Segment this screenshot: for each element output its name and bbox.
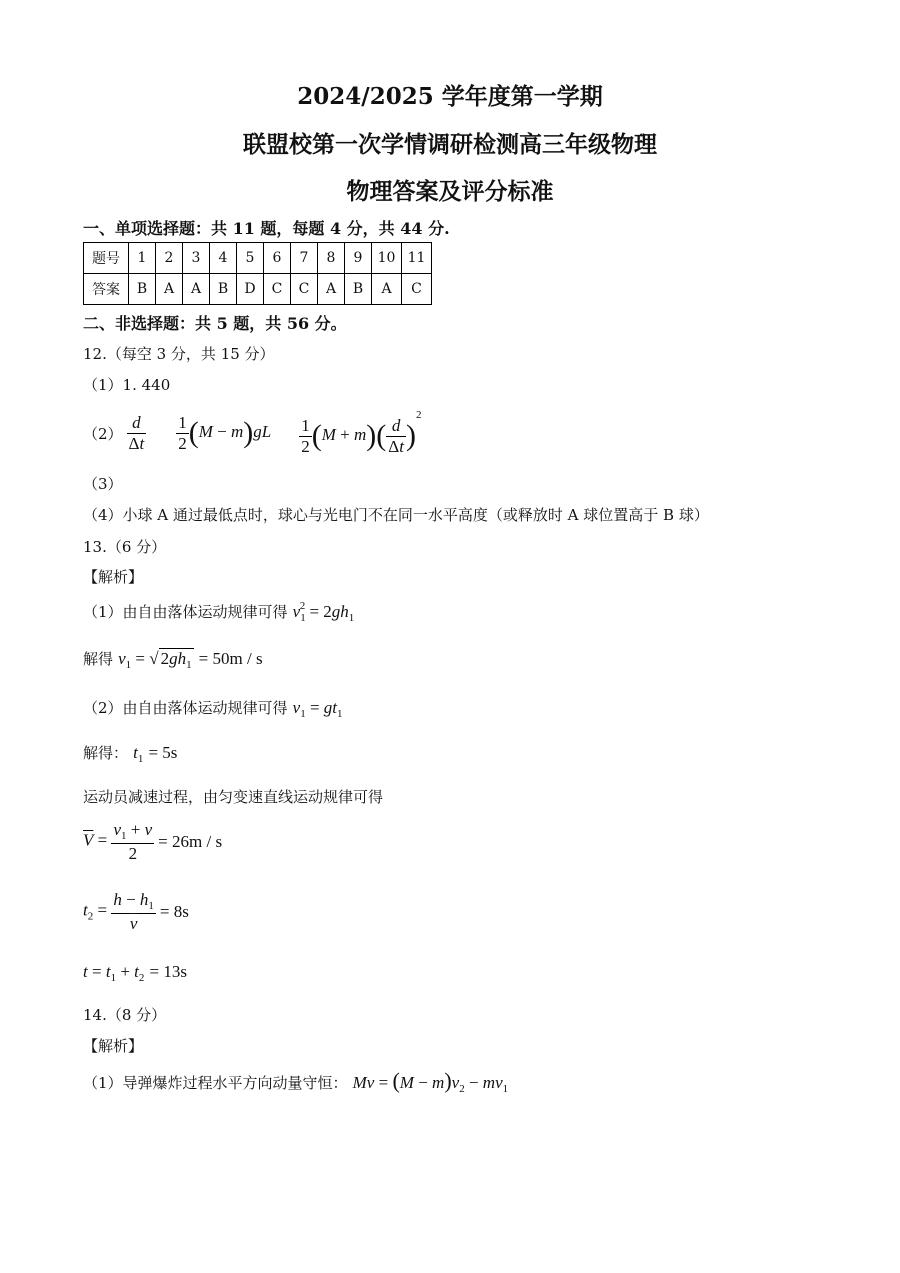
- formula-v1: $v_1$ = √ $2gh_1$: [118, 649, 192, 671]
- q13-solve-t1: [83, 742, 177, 765]
- row-label: 答案: [84, 274, 129, 305]
- question-number: 8: [318, 243, 345, 274]
- q13-t2: [83, 890, 189, 933]
- t1-symbol: $t_1$: [133, 743, 144, 765]
- section1-heading: 一、单项选择题：共 11 题，每题 4 分，共 44 分.: [83, 219, 450, 238]
- formula-v1-squared: $v_1^2 = 2gh_1$: [292, 600, 355, 624]
- vbar-result: = 26m / s: [158, 831, 223, 851]
- v1-result: = 50m / s: [198, 649, 263, 668]
- answer-cell: D: [237, 274, 264, 305]
- q14-part1: [83, 1068, 508, 1095]
- answer-cell: B: [345, 274, 372, 305]
- question-number: 5: [237, 243, 264, 274]
- answer-cell: A: [372, 274, 402, 305]
- q13-decel-text: 运动员减速过程，由匀变速直线运动规律可得: [83, 788, 384, 806]
- answer-table: [83, 242, 432, 305]
- answer-cell: A: [318, 274, 345, 305]
- question-number: 1: [129, 243, 156, 274]
- q12-title: 12.（每空 3 分，共 15 分）: [83, 345, 275, 363]
- q13-solve-v1: [83, 648, 263, 671]
- question-number: 11: [402, 243, 432, 274]
- q13-part1-text: （1）由自由落体运动规律可得: [83, 603, 288, 621]
- q12-part1: （1）1. 440: [83, 376, 171, 394]
- table-row: [84, 243, 432, 274]
- document-title: 2024/2025 学年度第一学期: [297, 83, 603, 110]
- q13-average-velocity: [83, 820, 222, 863]
- q12-part2-label: （2）: [83, 424, 123, 443]
- q14-title: 14.（8 分）: [83, 1006, 167, 1024]
- t2-result: = 8s: [159, 901, 189, 921]
- formula-t-sum: $t = t_1 + t_2$: [83, 962, 145, 984]
- question-number: 3: [183, 243, 210, 274]
- question-number: 2: [156, 243, 183, 274]
- q13-total-time: [83, 962, 187, 984]
- question-number: 4: [210, 243, 237, 274]
- q14-analysis-label: 【解析】: [83, 1037, 144, 1055]
- answer-cell: B: [210, 274, 237, 305]
- formula-kinetic-energy: $\frac{1}{2}$ (M + m)( $\frac{d}{\Delta t}$ )$^2$: [301, 409, 422, 457]
- q12-part2: [83, 405, 421, 461]
- q12-part3: （3）: [83, 475, 123, 493]
- q13-solve1-text: 解得: [83, 650, 114, 668]
- q13-analysis-label: 【解析】: [83, 568, 144, 586]
- answer-cell: C: [402, 274, 432, 305]
- answer-cell: C: [291, 274, 318, 305]
- formula-vbar: $\overline{V}$ = $\frac{v_1 + v}{2}$: [83, 820, 153, 863]
- answer-cell: A: [183, 274, 210, 305]
- answer-cell: B: [129, 274, 156, 305]
- answer-cell: A: [156, 274, 183, 305]
- document-heading: 物理答案及评分标准: [346, 178, 554, 205]
- t-result: = 13s: [149, 962, 187, 981]
- q13-part2: [83, 697, 343, 720]
- question-number: 7: [291, 243, 318, 274]
- question-number: 6: [264, 243, 291, 274]
- section2-heading: 二、非选择题：共 5 题，共 56 分。: [83, 314, 347, 333]
- formula-v1-gt1: $v_1 = gt_1$: [292, 698, 343, 720]
- q13-part1: [83, 600, 354, 624]
- q14-part1-text: （1）导弹爆炸过程水平方向动量守恒：: [83, 1074, 348, 1092]
- t1-result: = 5s: [148, 743, 178, 762]
- table-row: [84, 274, 432, 305]
- q12-part4: （4）小球 A 通过最低点时，球心与光电门不在同一水平高度（或释放时 A 球位置高于 B 球）: [83, 506, 709, 524]
- answer-cell: C: [264, 274, 291, 305]
- q13-solve2-text: 解得：: [83, 744, 129, 762]
- q13-part2-text: （2）由自由落体运动规律可得: [83, 699, 288, 717]
- q13-title: 13.（6 分）: [83, 538, 167, 556]
- document-subtitle: 联盟校第一次学情调研检测高三年级物理: [243, 131, 657, 158]
- question-number: 10: [372, 243, 402, 274]
- formula-momentum: $Mv = (M - m)v_2 - mv_1$: [352, 1068, 509, 1095]
- formula-speed: $\frac{d}{\Delta t}$: [128, 412, 145, 453]
- formula-potential-energy: $\frac{1}{2}$ (M − m)gL: [178, 412, 272, 453]
- question-number: 9: [345, 243, 372, 274]
- formula-t2: $t_2$ = $\frac{h - h_1}{v}$: [83, 890, 154, 933]
- row-label: 题号: [84, 243, 129, 274]
